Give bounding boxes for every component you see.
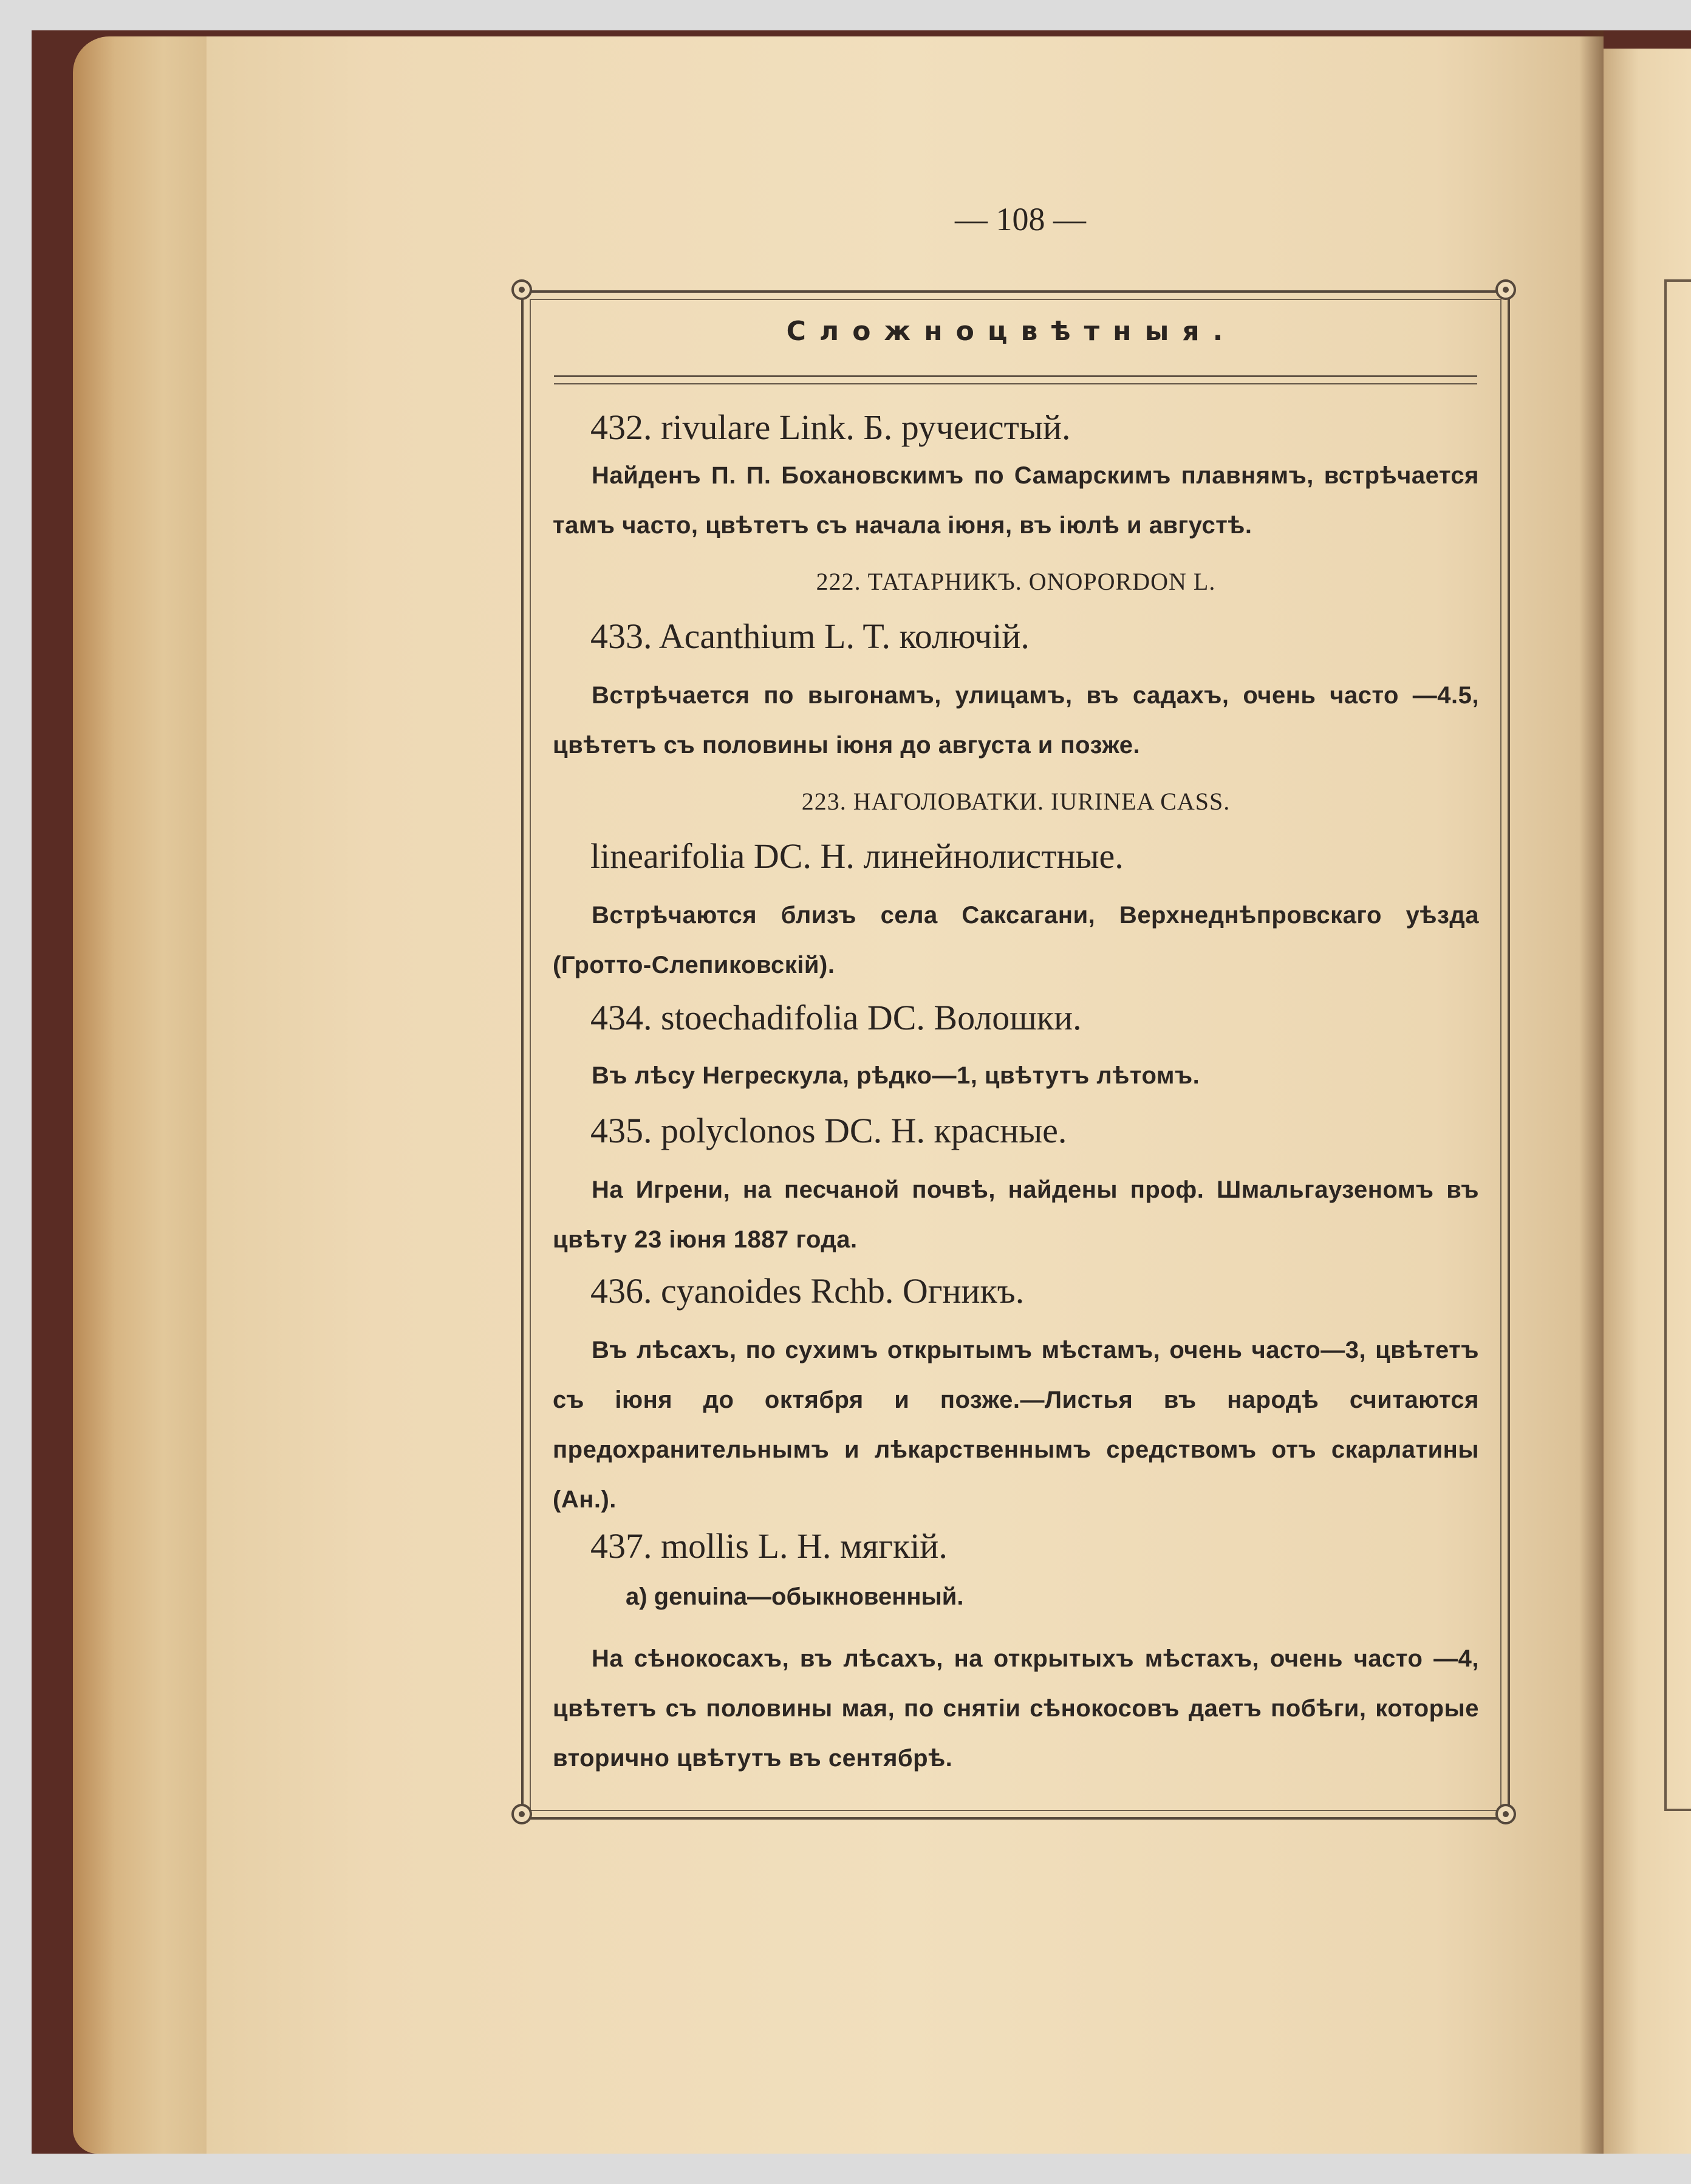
section-heading: Сложноцвѣтныя.: [786, 316, 1237, 347]
species-entry: 434. stoechadifolia DC. Волошки.: [590, 998, 1082, 1037]
frame-corner-ornament: [1495, 279, 1516, 300]
species-description: [553, 1165, 1479, 1264]
species-description-text: Найденъ П. П. Бохановскимъ по Самарскимъ плавнямъ, встрѣчается тамъ часто, цвѣтетъ съ начала іюня, въ іюлѣ и августѣ.: [553, 462, 1479, 539]
species-entry: 433. Acanthium L. T. колючій.: [590, 616, 1030, 656]
species-description-text: Въ лѣсу Негрескула, рѣдко—1, цвѣтутъ лѣтомъ.: [592, 1062, 1200, 1089]
species-entry: 437. mollis L. H. мягкій.: [590, 1526, 948, 1566]
species-entry: 432. rivulare Link. Б. ручеистый.: [590, 408, 1071, 447]
species-entry: 436. cyanoides Rchb. Огникъ.: [590, 1271, 1025, 1311]
page-edges: [73, 36, 213, 2154]
facing-page-frame-bottom: [1664, 1809, 1691, 1811]
variety-entry: a) genuina—обыкновенный.: [626, 1583, 964, 1610]
facing-page-frame-top: [1664, 279, 1691, 282]
species-entry: 435. polyclonos DC. H. красные.: [590, 1111, 1067, 1150]
page-number: — 108 —: [955, 201, 1086, 237]
species-description-text: На Игрени, на песчаной почвѣ, найдены проф. Шмальгаузеномъ въ цвѣту 23 іюня 1887 года.: [553, 1176, 1479, 1253]
species-description: [553, 890, 1479, 990]
species-description: [553, 451, 1479, 550]
species-description-text: Встрѣчается по выгонамъ, улицамъ, въ садахъ, очень часто —4.5, цвѣтетъ съ половины іюня до августа и позже.: [553, 682, 1479, 759]
species-entry: linearifolia DC. H. линейнолистные.: [590, 836, 1124, 876]
frame-corner-ornament: [511, 279, 532, 300]
species-description: [553, 1634, 1479, 1783]
book-gutter: [1579, 30, 1604, 2154]
genus-heading: 222. ТАТАРНИКЪ. ONOPORDON L.: [816, 568, 1216, 595]
species-description-text: Встрѣчаются близъ села Саксагани, Верхнеднѣпровскаго уѣзда (Гротто-Слепиковскій).: [553, 902, 1479, 978]
species-description-text: На сѣнокосахъ, въ лѣсахъ, на открытыхъ мѣстахъ, очень часто —4, цвѣтетъ съ половины мая, по снятіи сѣнокосовъ даетъ побѣги, которые вторично цвѣтутъ въ сентябрѣ.: [553, 1645, 1479, 1772]
facing-page: [1604, 49, 1691, 2154]
frame-corner-ornament: [511, 1804, 532, 1824]
genus-heading: 223. НАГОЛОВАТКИ. IURINEA CASS.: [801, 788, 1231, 815]
facing-page-frame: [1664, 279, 1667, 1810]
heading-rule: [554, 375, 1477, 384]
frame-corner-ornament: [1495, 1804, 1516, 1824]
species-description: [553, 1325, 1479, 1524]
species-description: [553, 671, 1479, 770]
species-description-text: Въ лѣсахъ, по сухимъ открытымъ мѣстамъ, очень часто—3, цвѣтетъ съ іюня до октября и позже.—Листья въ народѣ считаются предохранительнымъ и лѣкарственнымъ средствомъ отъ скарлатины (Ан.).: [553, 1337, 1479, 1513]
species-description: [553, 1051, 1479, 1101]
